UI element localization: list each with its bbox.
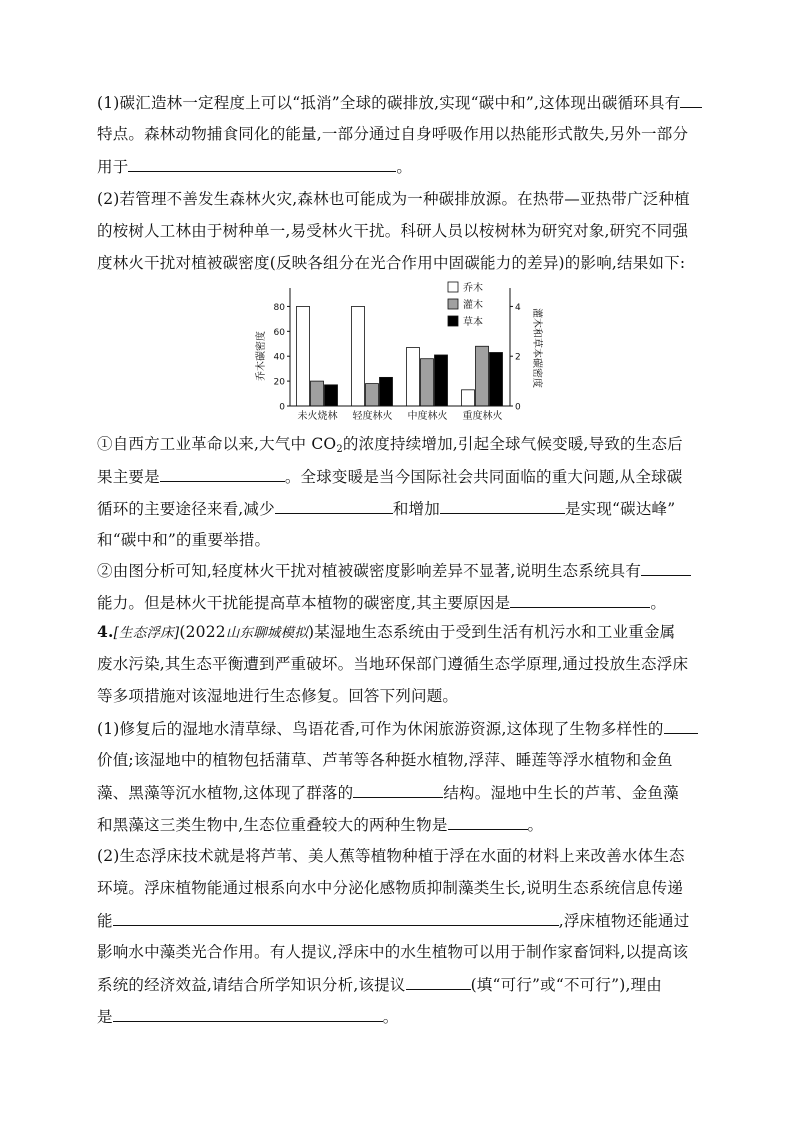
answer-blank[interactable] [113, 910, 559, 926]
q3-part2-line1: (2)若管理不善发生森林火灾,森林也可能成为一种碳排放源。在热带—亚热带广泛种植 [97, 190, 690, 208]
bar [462, 390, 475, 406]
x-category-label: 中度林火 [407, 411, 448, 422]
q3-sub1-line3: 循环的主要途径来看,减少 和增加 是实现“碳达峰” [97, 500, 676, 518]
legend-swatch [448, 282, 458, 292]
q3-part1-line1: (1)碳汇造林一定程度上可以“抵消”全球的碳排放,实现“碳中和”,这体现出碳循环具有 [97, 92, 702, 113]
right-tick-label: 2 [515, 352, 521, 363]
right-tick-label: 4 [515, 302, 521, 313]
x-category-label: 重度林火 [462, 411, 503, 422]
bar [407, 348, 420, 406]
q3-sub1-line4: 和“碳中和”的重要举措。 [97, 531, 271, 549]
answer-blank[interactable] [113, 1006, 383, 1022]
q4-line2: 废水污染,其生态平衡遭到严重破坏。当地环保部门遵循生态学原理,通过投放生态浮床 [97, 655, 689, 673]
answer-blank[interactable] [641, 560, 691, 576]
answer-blank[interactable] [440, 498, 565, 514]
left-tick-label: 60 [273, 327, 285, 338]
answer-blank[interactable] [128, 156, 396, 172]
left-tick-label: 80 [273, 302, 285, 313]
q3-part2-line2: 的桉树人工林由于树种单一,易受林火干扰。科研人员以桉树林为研究对象,研究不同强 [97, 222, 689, 240]
q4-part2-line6: 是 。 [97, 1008, 399, 1026]
bar [366, 384, 379, 406]
q4-part1-line2: 价值;该湿地中的植物包括蒲草、芦苇等各种挺水植物,浮萍、睡莲等浮水植物和金鱼 [97, 751, 673, 769]
q3-part2-line3: 度林火干扰对植被碳密度(反映各组分在光合作用中固碳能力的差异)的影响,结果如下: [97, 254, 686, 272]
q3-sub1-line2: 果主要是 。全球变暖是当今国际社会共同面临的重大问题,从全球碳 [97, 468, 683, 486]
left-tick-label: 0 [279, 402, 285, 413]
bar [476, 346, 489, 406]
answer-blank[interactable] [160, 466, 285, 482]
q4-part2-line3: 能 ,浮床植物还能通过 [97, 912, 690, 930]
q4-part1-line3: 藻、黑藻等沉水植物,这体现了群落的 结构。湿地中生长的芦苇、金鱼藻 [97, 784, 679, 802]
bar [352, 306, 365, 406]
carbon-density-chart [250, 278, 550, 428]
x-category-label: 轻度林火 [352, 411, 393, 422]
q4-line1: 4.[生态浮床](2022山东聊城模拟)某湿地生态系统由于受到生活有机污水和工业重金属 [97, 622, 676, 641]
legend-label: 草本 [463, 317, 483, 328]
legend-label: 灌木 [463, 300, 483, 311]
answer-blank[interactable] [680, 92, 702, 108]
left-tick-label: 20 [273, 377, 285, 388]
q4-part1-line1: (1)修复后的湿地水清草绿、鸟语花香,可作为休闲旅游资源,这体现了生物多样性的 [97, 718, 698, 739]
left-tick-label: 40 [273, 352, 285, 363]
q3-part1-line3: 用于 。 [97, 158, 413, 176]
q4-line3: 等多项措施对该湿地进行生态修复。回答下列问题。 [97, 687, 459, 705]
right-tick-label: 0 [515, 402, 521, 413]
answer-blank[interactable] [664, 718, 698, 734]
q3-sub2-line1: ②由图分析可知,轻度林火干扰对植被碳密度影响差异不显著,说明生态系统具有 [97, 560, 691, 581]
answer-blank[interactable] [406, 974, 471, 990]
answer-blank[interactable] [275, 498, 393, 514]
q4-part2-line4: 影响水中藻类光合作用。有人提议,浮床中的水生植物可以用于制作家畜饲料,以提高该 [97, 943, 689, 961]
bar [297, 306, 310, 406]
q3-sub1-line1: ①自西方工业革命以来,大气中 $CO_2$的浓度持续增加,引起全球气候变暖,导致的生态后 [97, 435, 683, 455]
answer-blank[interactable] [353, 782, 443, 798]
q3-sub2-line2: 能力。但是林火干扰能提高草本植物的碳密度,其主要原因是 。 [97, 594, 667, 612]
legend-swatch [448, 316, 458, 326]
q3-part1-line2: 特点。森林动物捕食同化的能量,一部分通过自身呼吸作用以热能形式散失,另外一部分 [97, 125, 689, 143]
bar [311, 381, 324, 406]
bar [421, 359, 434, 406]
answer-blank[interactable] [510, 592, 650, 608]
bar [380, 377, 393, 406]
answer-blank[interactable] [448, 814, 528, 830]
legend-swatch [448, 299, 458, 309]
bar [325, 385, 338, 406]
bar [435, 355, 448, 406]
legend-label: 乔木 [463, 283, 483, 294]
y2-axis-title: 灌木和草本碳密度 [531, 308, 542, 388]
q4-part2-line2: 环境。浮床植物能通过根系向水中分泌化感物质抑制藻类生长,说明生态系统信息传递 [97, 879, 684, 897]
q4-part2-line1: (2)生态浮床技术就是将芦苇、美人蕉等植物种植于浮在水面的材料上来改善水体生态 [97, 847, 685, 865]
x-category-label: 未火烧林 [297, 411, 338, 422]
y-axis-title: 乔木碳密度 [256, 331, 267, 381]
q4-part2-line5: 系统的经济效益,请结合所学知识分析,该提议 (填“可行”或“不可行”),理由 [97, 976, 662, 994]
q4-part1-line4: 和黑藻这三类生物中,生态位重叠较大的两种生物是 。 [97, 816, 544, 834]
bar [490, 352, 503, 406]
